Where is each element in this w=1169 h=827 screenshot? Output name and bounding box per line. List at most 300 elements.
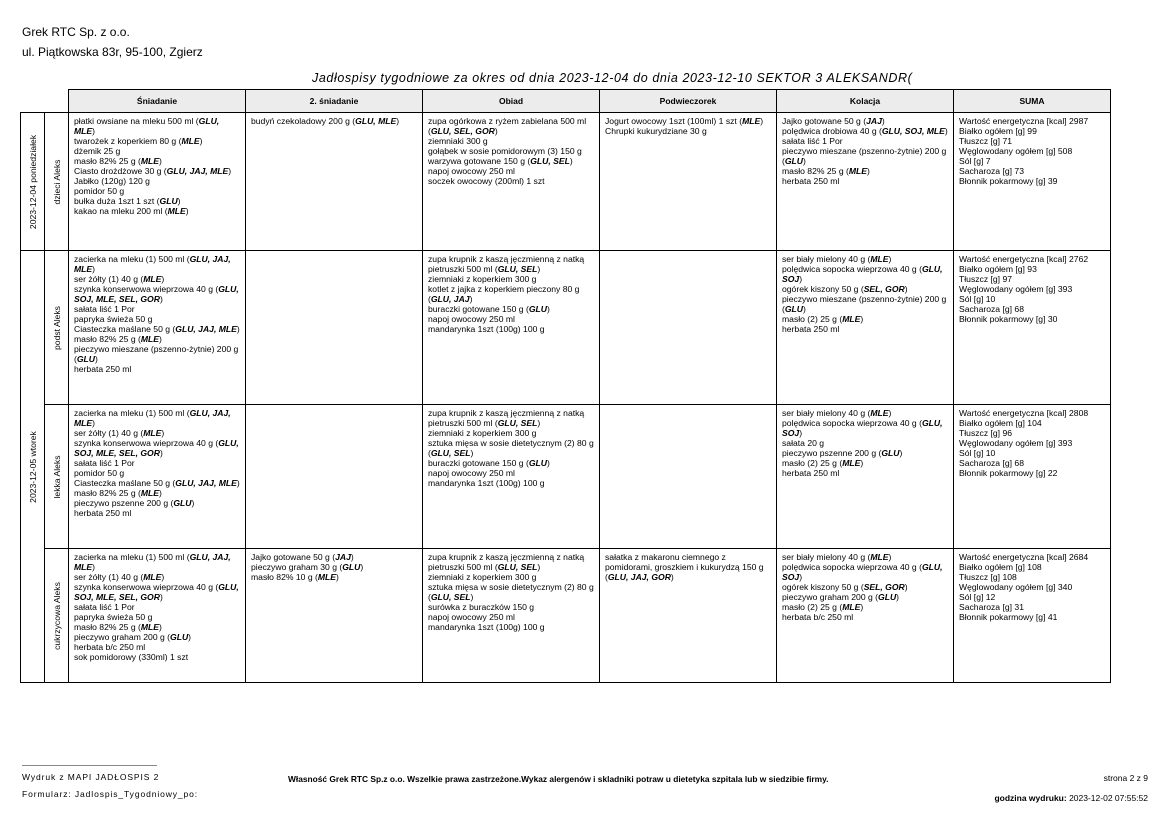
dish-line [782,418,949,438]
company-block [22,22,203,62]
dish-text: ) [760,116,764,126]
dish-text: sztuka mięsa w sosie dietetycznym (2) 80 g ( [428,582,594,602]
dish-text: ) [92,126,96,136]
dish-text: ) [799,274,803,284]
dish-text: sałata liść 1 Por [74,304,135,314]
group-label: cukrzycowa Aleks [51,581,62,650]
dish-line [782,176,949,186]
dish-line [74,274,241,284]
dish-text: Węglowodany ogółem [g] 393 [959,438,1073,448]
dish-line [74,508,241,518]
allergen-codes: SEL, GOR [863,284,905,294]
summary-cell [954,113,1111,251]
dish-text: ) [546,304,550,314]
dish-text: ) [494,126,498,136]
dish-text: herbata b/c 250 ml [74,642,146,652]
allergen-codes: GLU, JAJ, MLE [74,254,231,274]
dish-text: napoj owocowy 250 ml [428,468,515,478]
header-corner [21,90,69,113]
dish-text: ) [670,572,674,582]
allergen-codes: GLU, SEL [497,562,538,572]
dish-text: ) [236,324,240,334]
dish-line [782,592,949,602]
dish-text: ) [537,264,541,274]
dish-text: ser biały mielony 40 g ( [782,552,871,562]
dish-line [74,116,241,136]
dish-text: zupa krupnik z kaszą jęczmienną z natką pietruszki 500 ml ( [428,408,585,428]
dish-text: ) [336,572,339,582]
dish-text: ser żółty (1) 40 g ( [74,428,144,438]
dish-text: Węglowodany ogółem [g] 340 [959,582,1073,592]
allergen-codes: GLU, SOJ [782,264,943,284]
dish-text: ) [867,166,870,176]
dish-text: Sacharoza [g] 31 [959,602,1024,612]
dish-text: herbata 250 ml [782,324,840,334]
menu-table [20,89,1111,683]
dish-text: ) [470,448,474,458]
dish-text: buraczki gotowane 150 g ( [428,304,529,314]
allergen-codes: MLE [167,206,186,216]
dish-line [74,458,241,468]
dish-line [605,552,772,582]
dish-text: zacierka na mleku (1) 500 ml ( [74,254,190,264]
day-label: 2023-12-05 wtorek [27,430,38,503]
summary-cell [954,251,1111,405]
col-header-sniadanie: Śniadanie [69,90,246,113]
dish-text: ) [904,582,908,592]
dish-line [782,408,949,418]
dish-line [74,166,241,176]
allergen-codes: GLU, JAJ, GOR [607,572,671,582]
allergen-codes: MLE [842,602,861,612]
dish-text: warzywa gotowane 150 g ( [428,156,531,166]
nutrition-line [959,176,1106,186]
dish-line [74,176,241,186]
dish-text: ser żółty (1) 40 g ( [74,274,144,284]
allergen-codes: GLU, SEL, GOR [430,126,495,136]
nutrition-line [959,314,1106,324]
dish-text: herbata b/c 250 ml [782,612,854,622]
allergen-codes: GLU, JAJ, MLE [74,408,231,428]
dish-line [782,468,949,478]
dish-line [782,294,949,314]
allergen-codes: GLU, JAJ [430,294,470,304]
allergen-codes: GLU [784,156,804,166]
dish-text: Sacharoza [g] 68 [959,304,1024,314]
allergen-codes: GLU, MLE [74,116,220,136]
meal-cell [600,549,777,683]
group-label: podst Aleks [51,305,62,350]
nutrition-line [959,294,1106,304]
footer-print-source: Wydruk z MAPI JADŁOSPIS 2 [22,772,160,782]
allergen-codes: GLU, SEL [530,156,570,166]
dish-line [428,622,595,632]
meal-cell [246,251,423,405]
dish-text: Wartość energetyczna [kcal] 2987 [959,116,1089,126]
footer-source [22,769,198,803]
company-name: Grek RTC Sp. z o.o. [22,25,130,39]
dish-text: ) [799,572,803,582]
allergen-codes: GLU, SOJ, MLE, SEL, GOR [74,284,239,304]
allergen-codes: GLU, SOJ [782,562,943,582]
dish-text: masło 82% 25 g ( [74,488,141,498]
dish-line [782,126,949,136]
dish-line [74,488,241,498]
allergen-codes: MLE [317,572,337,582]
allergen-codes: MLE [870,254,889,264]
dish-line [782,602,949,612]
dish-text: Wartość energetyczna [kcal] 2684 [959,552,1089,562]
footer-form-name: Formularz: Jadlospis_Tygodniowy_po: [22,789,199,799]
dish-line [782,254,949,264]
dish-line [74,552,241,572]
dish-text: ziemniaki z koperkiem 300 g [428,572,537,582]
nutrition-line [959,116,1106,126]
allergen-codes: MLE [143,428,162,438]
meal-cell [423,113,600,251]
table-row [21,251,1111,405]
dish-text: ) [896,592,900,602]
dish-text: ) [360,562,364,572]
dish-text: pieczywo mieszane (pszenno-żytnie) 200 g ( [782,146,947,166]
dish-text: ) [161,572,165,582]
dish-text: ) [159,334,162,344]
dish-text: Jabłko (120g) 120 g [74,176,150,186]
meal-cell [777,549,954,683]
meal-cell [600,405,777,549]
dish-line [74,206,241,216]
dish-line [428,552,595,572]
dish-line [74,652,241,662]
dish-line [428,284,595,304]
dish-text: budyń czekoladowy 200 g ( [251,116,356,126]
dish-text: Jajko gotowane 50 g ( [782,116,867,126]
dish-line [74,622,241,632]
dish-line [782,458,949,468]
dish-line [74,156,241,166]
dish-text: sok pomidorowy (330ml) 1 szt [74,652,189,662]
dish-line [428,146,595,156]
dish-text: herbata 250 ml [74,364,132,374]
dish-text: masło (2) 25 g ( [782,458,843,468]
dish-text: Sól [g] 10 [959,294,996,304]
nutrition-line [959,126,1106,136]
dish-line [782,264,949,284]
dish-line [428,136,595,146]
meal-cell [246,113,423,251]
dish-text: ) [888,254,892,264]
allergen-codes: GLU, JAJ, MLE [74,552,231,572]
dish-text: pomidor 50 g [74,186,125,196]
meal-cell [246,549,423,683]
dish-text: Tłuszcz [g] 108 [959,572,1017,582]
dish-text: masło 82% 25 g ( [782,166,849,176]
dish-line [782,314,949,324]
dish-text: polędwica sopocka wieprzowa 40 g ( [782,418,922,428]
dish-text: pieczywo graham 30 g ( [251,562,343,572]
dish-line [74,314,241,324]
nutrition-line [959,408,1106,418]
allergen-codes: MLE [181,136,200,146]
dish-text: zupa krupnik z kaszą jęczmienną z natką pietruszki 500 ml ( [428,254,585,274]
allergen-codes: GLU [878,592,897,602]
group-label: dzieci Aleks [51,159,62,204]
nutrition-line [959,254,1106,264]
dish-text: ) [470,592,474,602]
allergen-codes: JAJ [866,116,882,126]
page-title: Jadłospisy tygodniowe za okres od dnia 2023-12-04 do dnia 2023-12-10 SEKTOR 3 ALEKSANDR( [312,71,913,85]
dish-text: Błonnik pokarmowy [g] 30 [959,314,1058,324]
dish-text: ) [159,592,163,602]
dish-line [251,562,418,572]
allergen-codes: GLU, SEL [497,418,538,428]
table-row [21,549,1111,683]
dish-text: sałatka z makaronu ciemnego z pomidorami, groszkiem i kukurydzą 150 g ( [605,552,764,582]
dish-line [428,572,595,582]
group-cell [45,549,69,683]
dish-line [74,582,241,602]
allergen-codes: GLU, SEL [430,592,471,602]
dish-line [74,572,241,582]
dish-line [428,458,595,468]
dish-text: ) [177,196,181,206]
dish-text: ) [888,408,892,418]
dish-text: ) [92,562,96,572]
dish-text: Sól [g] 12 [959,592,996,602]
nutrition-line [959,552,1106,562]
dish-line [428,176,595,186]
dish-line [782,612,949,622]
allergen-codes: GLU [76,354,96,364]
dish-text: ) [92,418,96,428]
dish-line [74,304,241,314]
dish-text: gołąbek w sosie pomidorowym (3) 150 g [428,146,582,156]
allergen-codes: JAJ [335,552,351,562]
dish-text: polędwica sopocka wieprzowa 40 g ( [782,562,922,572]
allergen-codes: MLE [140,488,160,498]
dish-text: ) [803,304,806,314]
group-label: lekka Aleks [51,455,62,498]
dish-line [428,468,595,478]
dish-text: buraczki gotowane 150 g ( [428,458,529,468]
summary-cell [954,549,1111,683]
dish-text: Ciasto drożdżowe 30 g ( [74,166,167,176]
allergen-codes: GLU [784,304,804,314]
group-cell [45,251,69,405]
dish-text: Tłuszcz [g] 97 [959,274,1013,284]
dish-line [782,552,949,562]
meal-cell [423,549,600,683]
dish-line [74,344,241,364]
dish-text: ) [159,156,162,166]
allergen-codes: GLU [528,458,547,468]
dish-text: ) [396,116,400,126]
dish-text: Tłuszcz [g] 96 [959,428,1013,438]
dish-text: Ciasteczka maślane 50 g ( [74,324,176,334]
nutrition-line [959,468,1106,478]
meal-cell [423,251,600,405]
dish-text: ogórek kiszony 50 g ( [782,582,864,592]
allergen-codes: GLU, SOJ, MLE, SEL, GOR [74,582,239,602]
dish-line [428,274,595,284]
group-cell [45,113,69,251]
nutrition-line [959,612,1106,622]
dish-line [74,334,241,344]
dish-line [428,254,595,274]
dish-line [428,478,595,488]
dish-line [74,602,241,612]
allergen-codes: MLE [842,314,861,324]
dish-text: ) [188,632,192,642]
dish-line [782,166,949,176]
meal-cell [69,251,246,405]
allergen-codes: MLE [143,274,162,284]
dish-line [428,324,595,334]
dish-text: Błonnik pokarmowy [g] 39 [959,176,1058,186]
dish-text: ) [161,274,165,284]
dish-text: szynka konserwowa wieprzowa 40 g ( [74,284,219,294]
nutrition-line [959,166,1106,176]
dish-text: polędwica drobiowa 40 g ( [782,126,882,136]
dish-text: ) [159,448,163,458]
dish-text: pieczywo pszenne 200 g ( [74,498,174,508]
allergen-codes: GLU [342,562,361,572]
col-header-suma: SUMA [954,90,1111,113]
allergen-codes: GLU, SEL [497,264,538,274]
dish-line [74,632,241,642]
dish-text: ziemniaki 300 g [428,136,488,146]
footer-divider [22,765,157,766]
dish-text: ) [228,166,232,176]
dish-line [74,254,241,274]
dish-text: dżemik 25 g [74,146,121,156]
dish-text: ziemniaki z koperkiem 300 g [428,428,537,438]
dish-text: zupa krupnik z kaszą jęczmienną z natką pietruszki 500 ml ( [428,552,585,572]
allergen-codes: GLU, JAJ, MLE [175,324,237,334]
dish-text: sałata liść 1 Por [74,602,135,612]
dish-line [428,612,595,622]
allergen-codes: GLU, JAJ, MLE [166,166,229,176]
dish-line [428,304,595,314]
dish-text: mandarynka 1szt (100g) 100 g [428,324,545,334]
dish-line [74,408,241,428]
dish-line [428,166,595,176]
dish-text: kotlet z jajka z koperkiem pieczony 80 g ( [428,284,580,304]
dish-line [251,552,418,562]
dish-line [74,136,241,146]
dish-text: Węglowodany ogółem [g] 508 [959,146,1073,156]
dish-text: herbata 250 ml [782,176,840,186]
allergen-codes: MLE [143,572,162,582]
meal-cell [777,113,954,251]
footer-copyright: Własność Grek RTC Sp.z o.o. Wszelkie prawa zastrzeżone.Wykaz alergenów i skladniki potraw u dietetyka szpitala lub w siedzibie firmy. [288,774,829,784]
dish-text: herbata 250 ml [74,508,132,518]
summary-cell [954,405,1111,549]
dish-text: szynka konserwowa wieprzowa 40 g ( [74,438,219,448]
dish-line [74,196,241,206]
allergen-codes: GLU, SOJ, MLE [881,126,945,136]
allergen-codes: GLU [173,498,192,508]
nutrition-line [959,438,1106,448]
nutrition-line [959,264,1106,274]
dish-line [782,136,949,146]
nutrition-line [959,562,1106,572]
nutrition-line [959,136,1106,146]
dish-text: ) [569,156,573,166]
allergen-codes: MLE [140,156,160,166]
dish-text: ) [803,156,806,166]
allergen-codes: SEL, GOR [863,582,905,592]
dish-text: ) [860,602,864,612]
dish-text: Tłuszcz [g] 71 [959,136,1013,146]
dish-text: Sól [g] 10 [959,448,996,458]
dish-text: pieczywo graham 200 g ( [74,632,171,642]
dish-line [74,498,241,508]
dish-text: ) [92,264,96,274]
dish-text: ) [904,284,908,294]
dish-line [428,408,595,428]
allergen-codes: MLE [140,334,160,344]
day-cell [21,113,45,251]
dish-text: Białko ogółem [g] 104 [959,418,1042,428]
dish-text: ) [159,622,162,632]
dish-text: napoj owocowy 250 ml [428,166,515,176]
dish-line [74,146,241,156]
allergen-codes: GLU, SOJ, MLE, SEL, GOR [74,438,239,458]
dish-text: Ciasteczka maślane 50 g ( [74,478,176,488]
dish-text: Sacharoza [g] 68 [959,458,1024,468]
allergen-codes: GLU, SOJ [782,418,943,438]
dish-text: ) [350,552,354,562]
dish-text: surówka z buraczków 150 g [428,602,535,612]
allergen-codes: MLE [842,458,861,468]
dish-text: Błonnik pokarmowy [g] 22 [959,468,1058,478]
dish-text: Białko ogółem [g] 108 [959,562,1042,572]
dish-line [428,314,595,324]
dish-line [428,602,595,612]
allergen-codes: GLU [881,448,900,458]
table-row [21,113,1111,251]
dish-line [428,582,595,602]
dish-text: polędwica sopocka wieprzowa 40 g ( [782,264,922,274]
allergen-codes: GLU [159,196,178,206]
dish-text: zacierka na mleku (1) 500 ml ( [74,408,190,418]
nutrition-line [959,304,1106,314]
dish-text: Białko ogółem [g] 93 [959,264,1037,274]
dish-text: pieczywo pszenne 200 g ( [782,448,882,458]
dish-text: szynka konserwowa wieprzowa 40 g ( [74,582,219,592]
meal-cell [777,405,954,549]
dish-text: płatki owsiane na mleku 500 ml ( [74,116,199,126]
nutrition-line [959,572,1106,582]
dish-text: ) [95,354,98,364]
day-cell [21,251,45,683]
dish-text: ) [537,418,541,428]
col-header-kolacja: Kolacja [777,90,954,113]
dish-line [428,438,595,458]
dish-text: ) [799,428,803,438]
nutrition-line [959,448,1106,458]
dish-text: ) [469,294,473,304]
dish-text: napoj owocowy 250 ml [428,612,515,622]
col-header-podwieczorek: Podwieczorek [600,90,777,113]
dish-text: Wartość energetyczna [kcal] 2762 [959,254,1089,264]
dish-text: ser biały mielony 40 g ( [782,408,871,418]
group-cell [45,405,69,549]
dish-text: masło 82% 25 g ( [74,156,141,166]
col-header-obiad: Obiad [423,90,600,113]
allergen-codes: GLU [528,304,547,314]
